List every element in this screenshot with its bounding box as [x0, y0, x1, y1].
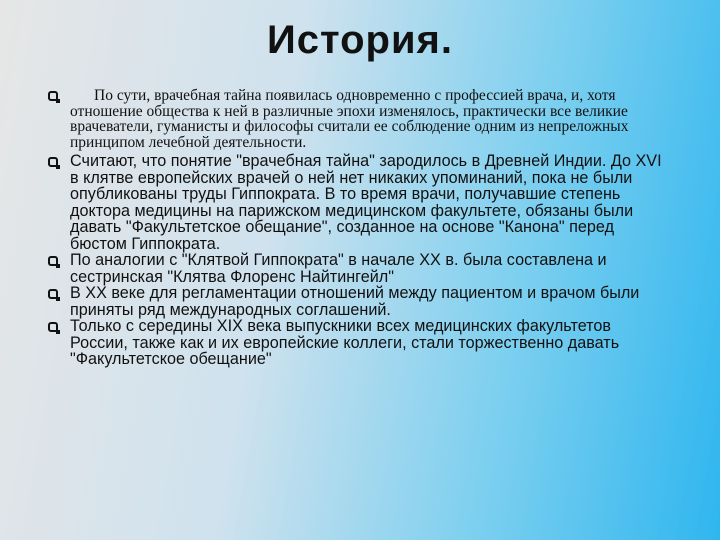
bullet-item-5: [46, 318, 666, 368]
checkbox-bullet-icon: [48, 157, 58, 167]
bullet-text-1: По сути, врачебная тайна появилась одновременно с профессией врача, и, хотя отношение общества к ней в различные эпохи изменялось, практически все великие врачеватели, гуманисты и философы считали ее соблюдение одним из непреложных принципом лечебной деятельности.: [70, 87, 629, 151]
checkbox-bullet-icon: [48, 256, 58, 266]
checkbox-bullet-icon: [48, 91, 58, 101]
bullet-item-4: [46, 285, 666, 318]
bullet-text-5: Только с середины XIX века выпускники всех медицинских факультетов России, также как и их европейские коллеги, стали торжественно давать "Факультетское обещание": [70, 317, 620, 368]
bullet-item-3: [46, 252, 666, 285]
bullet-text-4: В XX веке для регламентации отношений между пациентом и врачом были приняты ряд международных соглашений.: [70, 284, 640, 319]
checkbox-bullet-icon: [48, 322, 58, 332]
bullet-text-3: По аналогии с "Клятвой Гиппократа" в начале XX в. была составлена и сестринская "Клятва Флоренс Найтингейл": [70, 251, 607, 286]
bullet-text-2: Считают, что понятие "врачебная тайна" зародилось в Древней Индии. До XVI в клятве европейских врачей о ней нет никаких упоминаний, пока не были опубликованы труды Гиппократа. В то время врачи, получавшие степень доктора медицины на парижском медицинском факультете, обязаны были давать "Факультетское обещание", созданное на основе "Канона" перед бюстом Гиппократа.: [70, 152, 662, 253]
bullet-item-2: [46, 153, 666, 252]
bullet-item-1: [46, 88, 666, 150]
slide-title: История.: [267, 18, 453, 62]
bullet-list: [46, 88, 666, 368]
checkbox-bullet-icon: [48, 289, 58, 299]
